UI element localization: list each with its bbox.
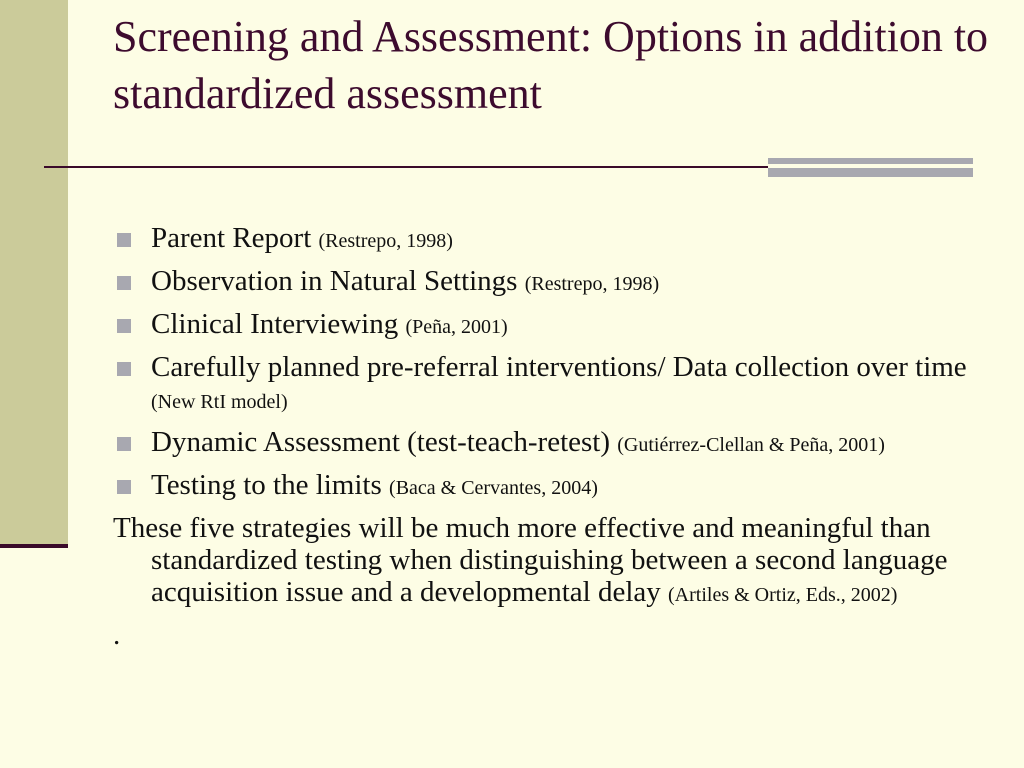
bullet-citation: (Peña, 2001)	[405, 316, 508, 338]
bullet-list	[113, 222, 983, 504]
square-bullet-icon	[117, 276, 131, 290]
bullet-text: Carefully planned pre-referral interventions/ Data collection over time	[151, 351, 967, 383]
summary-citation: (Artiles & Ortiz, Eds., 2002)	[668, 584, 898, 606]
summary-text: These five strategies will be much more effective and meaningful than standardized testing when distinguishing between a second language acquisition issue and a developmental delay	[113, 512, 948, 608]
bullet-text: Testing to the limits	[151, 469, 382, 501]
bullet-citation: (New RtI model)	[151, 391, 288, 413]
trailing-period: .	[113, 619, 121, 651]
summary-paragraph	[113, 512, 983, 611]
bullet-citation: (Baca & Cervantes, 2004)	[389, 477, 598, 499]
slide-content	[113, 222, 983, 651]
bullet-item	[113, 469, 983, 504]
bullet-citation: (Gutiérrez-Clellan & Peña, 2001)	[617, 434, 885, 456]
title-divider-accent	[768, 158, 973, 178]
side-accent-line	[0, 544, 68, 548]
bullet-text: Dynamic Assessment (test-teach-retest)	[151, 426, 611, 458]
bullet-item	[113, 265, 983, 300]
bullet-item	[113, 222, 983, 257]
side-band	[0, 0, 68, 546]
bullet-text: Observation in Natural Settings	[151, 265, 518, 297]
bullet-item	[113, 308, 983, 343]
bullet-citation: (Restrepo, 1998)	[524, 273, 660, 295]
square-bullet-icon	[117, 319, 131, 333]
square-bullet-icon	[117, 437, 131, 451]
square-bullet-icon	[117, 362, 131, 376]
bullet-citation: (Restrepo, 1998)	[318, 230, 453, 252]
square-bullet-icon	[117, 233, 131, 247]
bullet-item	[113, 351, 983, 418]
title-divider	[44, 166, 768, 168]
bullet-text: Parent Report	[151, 222, 312, 254]
bullet-text: Clinical Interviewing	[151, 308, 399, 340]
slide-title: Screening and Assessment: Options in addition to standardized assessment	[113, 12, 989, 118]
square-bullet-icon	[117, 480, 131, 494]
bullet-item	[113, 426, 983, 461]
